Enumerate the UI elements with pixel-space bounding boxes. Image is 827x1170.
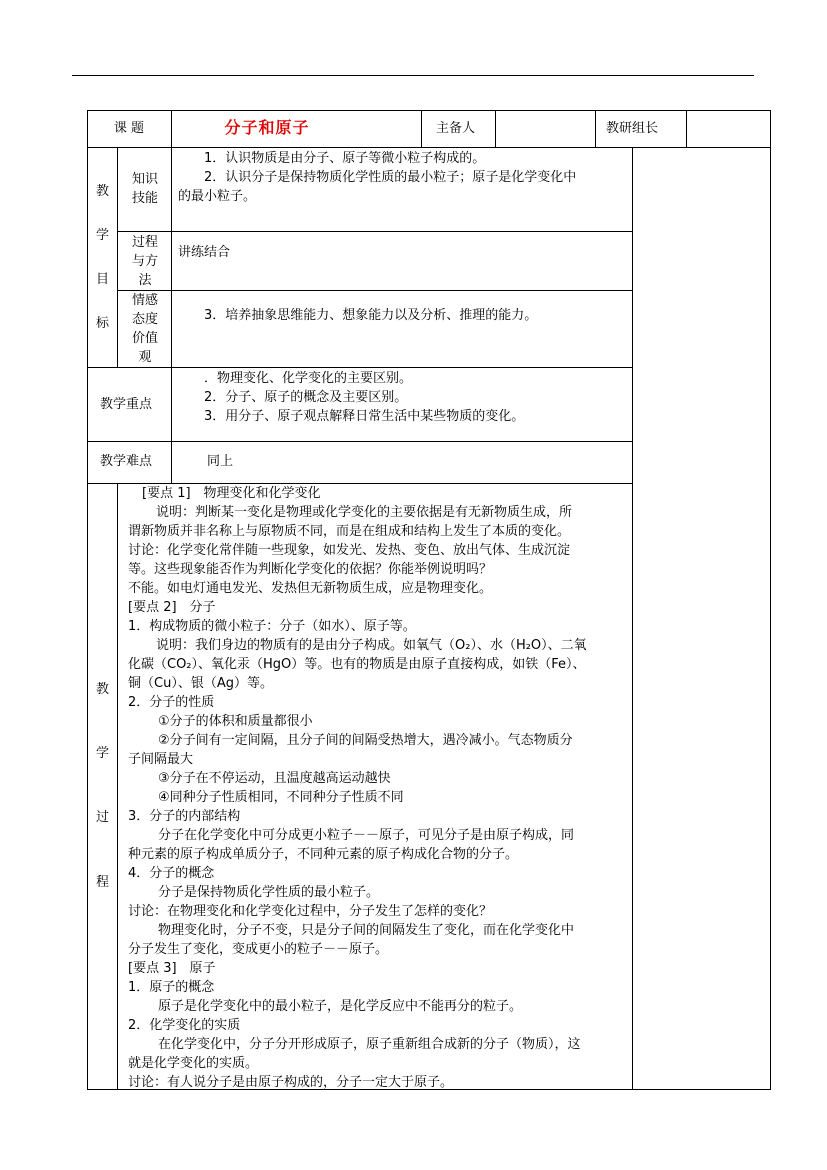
process-line: 原子是化学变化中的最小粒子，是化学反应中不能再分的粒子。	[158, 999, 523, 1014]
group-leader-label: 教研组长	[606, 121, 659, 136]
knowledge-line-3: 的最小粒子。	[178, 189, 257, 204]
emotion-label: 情感态度价值观	[131, 293, 158, 365]
topic-label: 课 题	[113, 121, 145, 136]
process-line: 讨论：在物理变化和化学变化过程中，分子发生了怎样的变化？	[128, 904, 493, 919]
process-section-label-4: 程	[96, 875, 110, 890]
process-line: [要点 1] 物理变化和化学变化	[142, 486, 321, 501]
process-line: 2．化学变化的实质	[128, 1018, 241, 1033]
process-line: 分子是保持物质化学性质的最小粒子。	[158, 885, 380, 900]
process-line: 等。这些现象能否作为判断化学变化的依据？你能举例说明吗？	[128, 562, 493, 577]
process-section-label-1: 教	[96, 682, 110, 697]
difficulty-text: 同上	[207, 454, 234, 469]
process-body	[128, 484, 632, 1092]
process-line: [要点 3] 原子	[128, 961, 216, 976]
process-line: [要点 2] 分子	[128, 600, 216, 615]
top-rule	[72, 75, 754, 76]
process-line: 铜（Cu）、银（Ag）等。	[128, 676, 273, 691]
preparer-label: 主备人	[436, 121, 476, 136]
key-point-2: 2．分子、原子的概念及主要区别。	[204, 390, 408, 405]
process-line: 讨论：化学变化常伴随一些现象，如发光、发热、变色、放出气体、生成沉淀	[128, 543, 571, 558]
objectives-label-3: 目	[96, 272, 110, 287]
process-line: 化碳（CO₂）、氧化汞（HgO）等。也有的物质是由原子直接构成，如铁（Fe）、	[128, 657, 586, 672]
process-section-label-3: 过	[96, 810, 110, 825]
process-line: ③分子在不停运动，且温度越高运动越快	[158, 771, 391, 786]
lesson-title: 分子和原子	[224, 118, 310, 137]
process-text: 讲练结合	[178, 245, 231, 260]
process-line: 物理变化时，分子不变，只是分子间的间隔发生了变化，而在化学变化中	[158, 923, 575, 938]
process-line: 说明：判断某一变化是物理或化学变化的主要依据是有无新物质生成，所	[156, 505, 573, 520]
knowledge-line-1: 1．认识物质是由分子、原子等微小粒子构成的。	[204, 151, 486, 166]
process-label: 过程与方法	[131, 235, 158, 288]
process-line: 2．分子的性质	[128, 695, 215, 710]
col-line	[171, 147, 172, 441]
process-line: 不能。如电灯通电发光、发热但无新物质生成，应是物理变化。	[128, 581, 493, 596]
knowledge-label: 知识技能	[131, 172, 158, 206]
process-line: ④同种分子性质相同，不同种分子性质不同	[158, 790, 404, 805]
key-points-label: 教学重点	[100, 397, 153, 412]
process-section-label-2: 学	[96, 746, 110, 761]
col-line	[686, 110, 687, 147]
col-line	[421, 110, 422, 147]
process-line: 种元素的原子构成单质分子，不同种元素的原子构成化合物的分子。	[128, 847, 519, 862]
row-line	[117, 290, 632, 291]
objectives-label-1: 教	[96, 184, 110, 199]
row-line	[117, 231, 632, 232]
objectives-label-2: 学	[96, 228, 110, 243]
emotion-text: 3．培养抽象思维能力、想象能力以及分析、推理的能力。	[204, 308, 538, 323]
key-point-3: 3．用分子、原子观点解释日常生活中某些物质的变化。	[204, 409, 525, 424]
process-line: 1．原子的概念	[128, 980, 215, 995]
process-line: 分子在化学变化中可分成更小粒子－－原子，可见分子是由原子构成，同	[158, 828, 575, 843]
col-line	[595, 110, 596, 147]
process-line: 分子发生了变化，变成更小的粒子－－原子。	[128, 942, 389, 957]
process-line: ①分子的体积和质量都很小	[158, 714, 313, 729]
process-line: 讨论：有人说分子是由原子构成的，分子一定大于原子。	[128, 1075, 454, 1090]
key-point-1: ．物理变化、化学变化的主要区别。	[204, 371, 413, 386]
process-line: 在化学变化中，分子分开形成原子，原子重新组合成新的分子（物质），这	[158, 1037, 581, 1052]
process-line: ②分子间有一定间隔，且分子间的间隔受热增大，遇冷减小。气态物质分	[158, 733, 573, 748]
header-row-divider	[87, 147, 771, 148]
col-line	[117, 147, 118, 367]
process-line: 子间隔最大	[128, 752, 194, 767]
process-line: 说明：我们身边的物质有的是由分子构成。如氧气（O₂）、水（H₂O）、二氧	[156, 638, 587, 653]
col-line	[171, 441, 172, 483]
row-line	[87, 367, 632, 368]
process-line: 1．构成物质的微小粒子：分子（如水）、原子等。	[128, 619, 416, 634]
objectives-label-4: 标	[96, 316, 110, 331]
right-column-line	[632, 147, 633, 1090]
process-line: 4．分子的概念	[128, 866, 215, 881]
process-line: 谓新物质并非名称上与原物质不同，而是在组成和结构上发生了本质的变化。	[128, 524, 571, 539]
difficulty-label: 教学难点	[100, 454, 153, 469]
row-line	[87, 441, 632, 442]
process-line: 3．分子的内部结构	[128, 809, 241, 824]
col-line	[117, 483, 118, 1090]
process-line: 就是化学变化的实质。	[128, 1056, 259, 1071]
col-line	[495, 110, 496, 147]
knowledge-line-2: 2．认识分子是保持物质化学性质的最小粒子；原子是化学变化中	[204, 170, 577, 185]
